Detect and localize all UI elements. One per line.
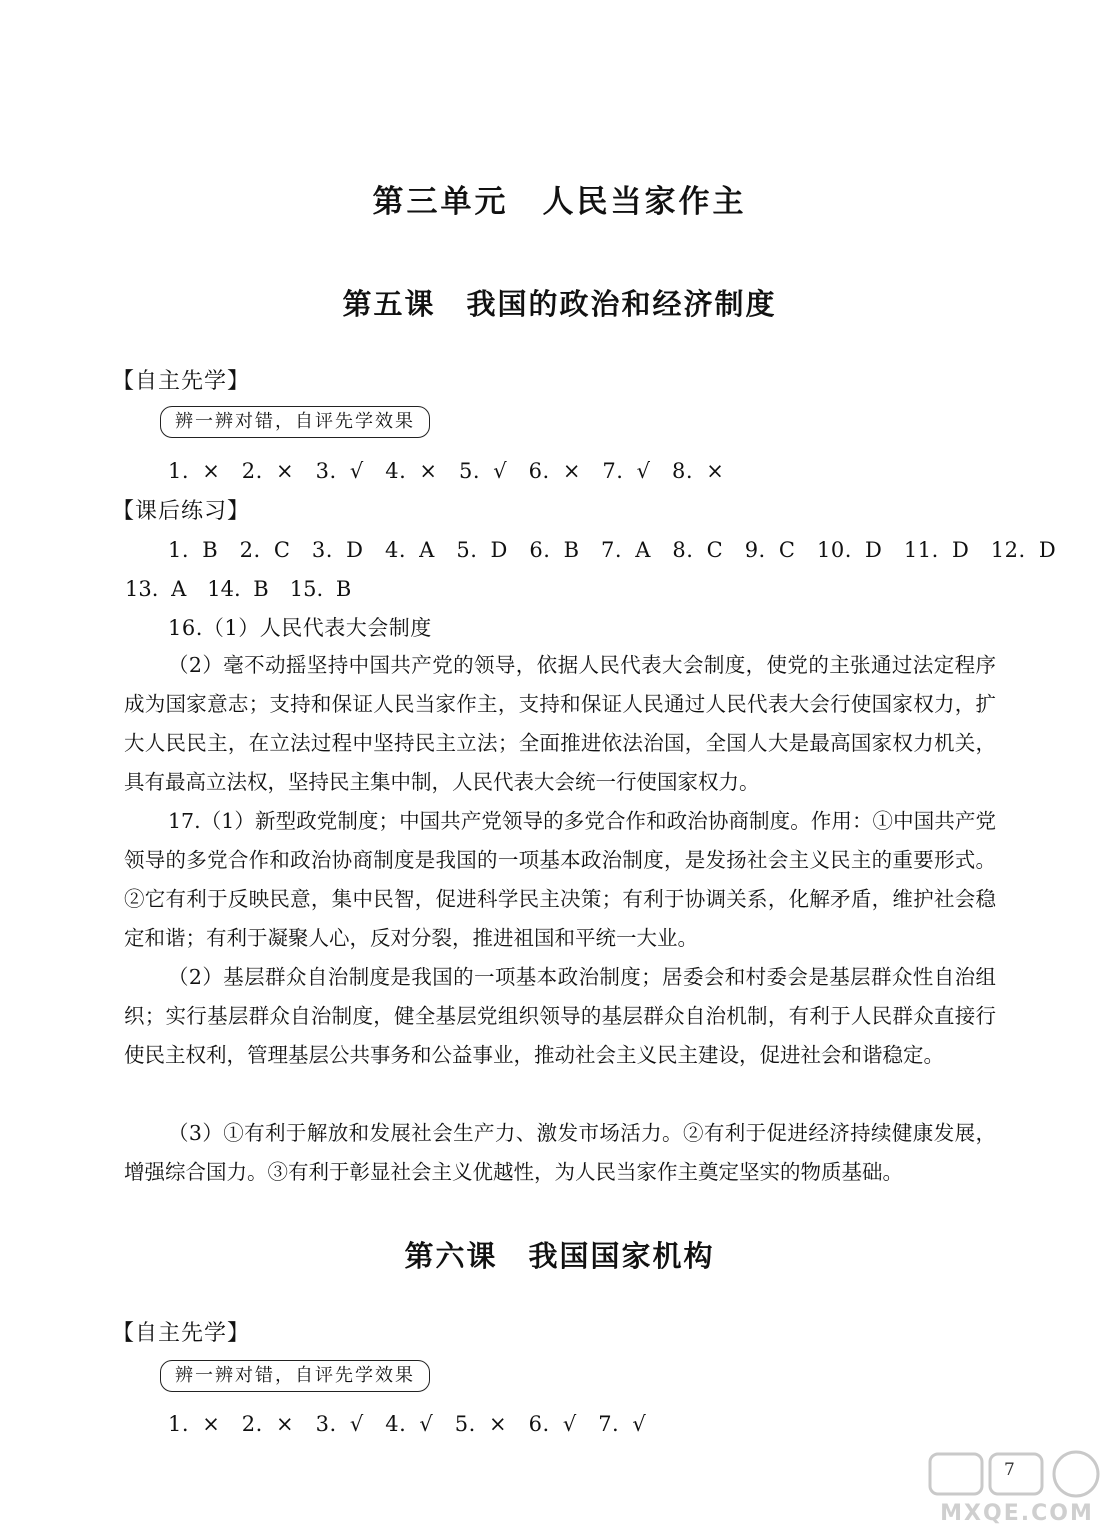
lesson-5-practice-label: 【课后练习】 (112, 499, 251, 524)
lesson-6-self-check-tag: 辨一辨对错，自评先学效果 (160, 1360, 430, 1392)
lesson-5-self-check-tag: 辨一辨对错，自评先学效果 (160, 406, 430, 438)
watermark-logo (924, 1448, 1110, 1528)
lesson-5-self-study-answers: 1. × 2. × 3. √ 4. × 5. √ 6. × 7. √ 8. × (168, 459, 725, 483)
question-17-part-2: （2）基层群众自治制度是我国的一项基本政治制度；居委会和村委会是基层群众性自治组织；实行基层群众自治制度，健全基层党组织领导的基层群众自治机制，有利于人民群众直接行使民主权利，管理基层公共事务和公益事业，推动社会主义民主建设，促进社会和谐稳定。 (124, 965, 996, 1067)
lesson-5-practice-answers-1: 1. B 2. C 3. D 4. A 5. D 6. B 7. A 8. C 9. C 10. D 11. D 12. D (168, 538, 1057, 562)
lesson-6-title: 第六课 我国国家机构 (404, 1239, 715, 1273)
page-number: 7 (1004, 1460, 1015, 1480)
lesson-6-self-study-label: 【自主先学】 (112, 1321, 251, 1346)
svg-text:MXQE.COM: MXQE.COM (940, 1501, 1094, 1526)
question-17-part-3: （3）①有利于解放和发展社会生产力、激发市场活力。②有利于促进经济持续健康发展，增强综合国力。③有利于彰显社会主义优越性，为人民当家作主奠定坚实的物质基础。 (124, 1121, 996, 1184)
question-16-part-1: 16.（1）人民代表大会制度 (168, 616, 432, 640)
lesson-5-self-study-label: 【自主先学】 (112, 369, 251, 394)
lesson-5-title: 第五课 我国的政治和经济制度 (342, 287, 777, 321)
unit-title: 第三单元 人民当家作主 (372, 184, 747, 220)
question-17-part-1: 17.（1）新型政党制度；中国共产党领导的多党合作和政治协商制度。作用：①中国共产党领导的多党合作和政治协商制度是我国的一项基本政治制度，是发扬社会主义民主的重要形式。②它有利于反映民意，集中民智，促进科学民主决策；有利于协调关系，化解矛盾，维护社会稳定和谐；有利于凝聚人心，反对分裂，推进祖国和平统一大业。 (124, 809, 996, 950)
question-16-part-2: （2）毫不动摇坚持中国共产党的领导，依据人民代表大会制度，使党的主张通过法定程序成为国家意志；支持和保证人民当家作主，支持和保证人民通过人民代表大会行使国家权力，扩大人民民主，在立法过程中坚持民主立法；全面推进依法治国，全国人大是最高国家权力机关，具有最高立法权，坚持民主集中制，人民代表大会统一行使国家权力。 (124, 653, 996, 794)
lesson-6-self-study-answers: 1. × 2. × 3. √ 4. √ 5. × 6. √ 7. √ (168, 1412, 647, 1436)
lesson-5-practice-answers-2: 13. A 14. B 15. B (125, 577, 352, 601)
